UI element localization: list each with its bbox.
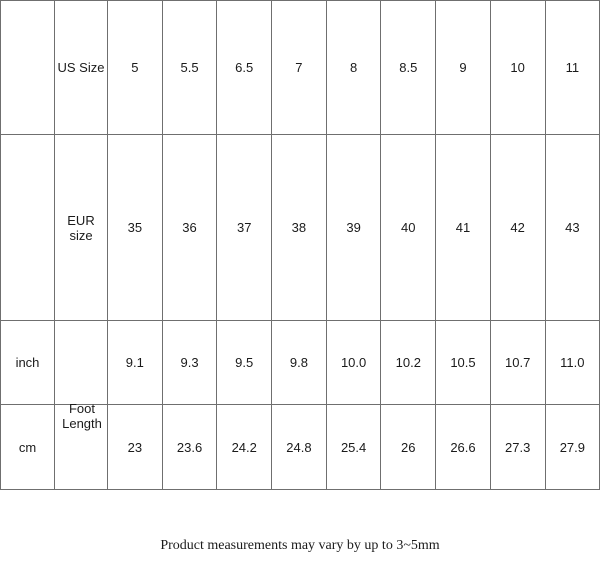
cell-inch-0: 9.1: [108, 321, 163, 405]
group-cell-cm: [55, 405, 108, 490]
cell-eur-4: 39: [326, 135, 381, 321]
cell-inch-4: 10.0: [326, 321, 381, 405]
cell-us-3: 7: [272, 1, 327, 135]
cell-cm-5: 26: [381, 405, 436, 490]
group-label-foot-length: Foot Length: [62, 401, 102, 431]
row-label-us: US Size: [55, 1, 108, 135]
cell-us-1: 5.5: [162, 1, 217, 135]
cell-us-4: 8: [326, 1, 381, 135]
cell-cm-0: 23: [108, 405, 163, 490]
cell-eur-0: 35: [108, 135, 163, 321]
cell-eur-1: 36: [162, 135, 217, 321]
cell-cm-6: 26.6: [436, 405, 491, 490]
cell-eur-5: 40: [381, 135, 436, 321]
cell-us-8: 11: [545, 1, 600, 135]
cell-inch-1: 9.3: [162, 321, 217, 405]
corner-cell-eur: [1, 135, 55, 321]
cell-cm-2: 24.2: [217, 405, 272, 490]
cell-eur-7: 42: [490, 135, 545, 321]
cell-us-5: 8.5: [381, 1, 436, 135]
cell-inch-6: 10.5: [436, 321, 491, 405]
table-row: [1, 135, 600, 321]
cell-inch-8: 11.0: [545, 321, 600, 405]
cell-cm-4: 25.4: [326, 405, 381, 490]
cell-us-7: 10: [490, 1, 545, 135]
cell-eur-6: 41: [436, 135, 491, 321]
cell-inch-3: 9.8: [272, 321, 327, 405]
cell-eur-3: 38: [272, 135, 327, 321]
corner-cell-us: [1, 1, 55, 135]
cell-us-0: 5: [108, 1, 163, 135]
cell-inch-7: 10.7: [490, 321, 545, 405]
cell-us-6: 9: [436, 1, 491, 135]
cell-cm-7: 27.3: [490, 405, 545, 490]
cell-inch-2: 9.5: [217, 321, 272, 405]
cell-cm-8: 27.9: [545, 405, 600, 490]
cell-cm-1: 23.6: [162, 405, 217, 490]
row-label-inch: inch: [1, 321, 55, 405]
measurement-footnote: Product measurements may vary by up to 3~5mm: [160, 538, 440, 553]
cell-eur-2: 37: [217, 135, 272, 321]
row-label-eur: EUR size: [55, 135, 108, 321]
table-row: [1, 1, 600, 135]
row-label-cm: cm: [1, 405, 55, 490]
table-row: [1, 321, 600, 405]
table-row: [1, 405, 600, 490]
cell-cm-3: 24.8: [272, 405, 327, 490]
group-cell-inch: [55, 321, 108, 405]
cell-eur-8: 43: [545, 135, 600, 321]
cell-us-2: 6.5: [217, 1, 272, 135]
cell-inch-5: 10.2: [381, 321, 436, 405]
